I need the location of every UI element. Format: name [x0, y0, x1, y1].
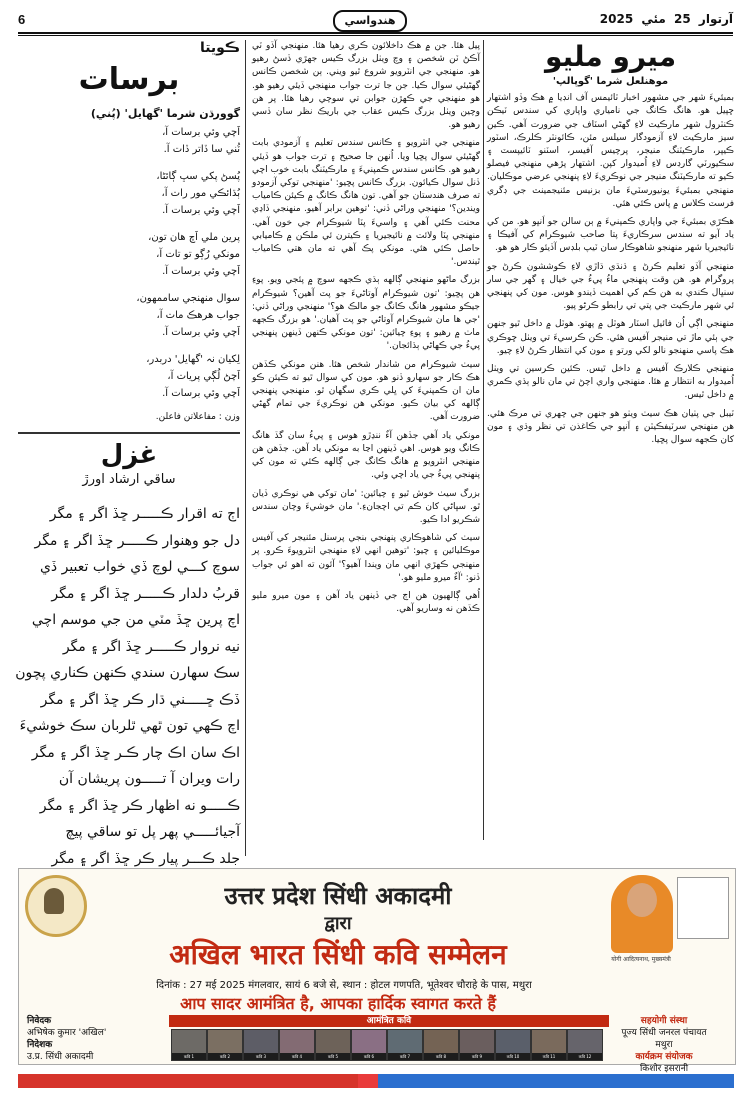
- issue-date-number: 25: [674, 12, 691, 26]
- poem-line: اَچڻ لُڳي پريات آ،: [167, 371, 240, 382]
- poem-meter: وزن : مفاعلاتن فاعلن.: [155, 412, 240, 422]
- poem-stanza: [18, 168, 240, 219]
- ad-welcome-text: आप सादर आमंत्रित है, आपका हार्दिक स्वागत करते हैं: [180, 994, 496, 1013]
- ghazal-line: ڪـــــو نه اظهار ڪر ڇڏ اگر ۽ مگر: [39, 797, 240, 814]
- poet-name: कवि 3: [244, 1053, 278, 1060]
- director-label: निदेशक: [27, 1040, 53, 1050]
- poem-line: سوال منهنجي ساممهون،: [136, 293, 240, 304]
- poetry-column: [15, 40, 240, 867]
- ghazal-line: نيه نروار ڪـــــر ڇڏ اگر ۽ مگر: [62, 638, 240, 655]
- article-paragraph: مونکي ياد آهي جڏهن آءٌ ننڍڙو هوس ۽ پيءُ سان گڏ هانگ ڪانگ ويو هوس. اهي ڏينهن اڃا به مونکي ياد آهن. جڏهن هن منهنجي انٽرويو ۾ هانگ ڪانگ جي ڳالهه ڪئي ته مون کي پنهنجي پيءُ جي ياد اچي وئي.: [252, 430, 480, 481]
- coordinator-role: कार्यक्रम संयोजक: [635, 1052, 693, 1062]
- article-paragraph: منهنجي اڳي اُن فائيل اسٽار هوٽل ۾ پهتو. هوٽل ۾ داخل ٿيو جنهن جي ٻئي ماڙ تي منيجر آفيس هئي. ڪن ڪرسيءَ تي ويٺل ڇوڪري هڪ پاسي منهنجو نالو لکي ورتو ۽ مون کي انتظار ڪرڻ لاءِ چيو.: [487, 319, 734, 356]
- poem-stanza: [18, 229, 240, 280]
- issue-date: [596, 12, 733, 26]
- invited-poets-band: आमंत्रित कवि: [169, 1015, 609, 1027]
- ghazal-line: آجيائـــــي پهر پل تو ساقي پيچ: [65, 824, 240, 840]
- poem-line: اَچي وئي برسات آ.: [162, 205, 240, 216]
- support-org-name: पूज्य सिंधी जनरल पंचायत: [621, 1028, 707, 1038]
- presenter-name: अभिषेक कुमार 'अखिल': [27, 1028, 107, 1038]
- poem-line: پرين ملي اَچ هان تون،: [148, 232, 240, 243]
- chief-minister-photo: [611, 875, 673, 953]
- article-paragraph: بزرگ ماڻهو منهنجي ڳالهه ٻڌي ڪجهه سوچ ۾ پئجي ويو. پوءِ هن پڇيو: 'تون شيوڪرام آوتاڻيءَ جو پٽ آهين؟ شيوڪرام جيڪو مشهور هانگ ڪانگ جو مالڪ هو؟' منهنجي وراڻي ڏني: 'جي ها مان شيوڪرام آوتاڻي جو پٽ آهيان.' هو بزرگ ڪجهه ماٺ ۾ رهيو ۽ پوءِ چيائين: 'تون مونکي ڪنهن ڏينهن پنهنجي پيءُ جي ڪهاڻي ٻڌائجان.': [252, 275, 480, 352]
- ghazal-line: ڏڪ ڇـــــني ڌار ڪر ڇڏ اگر ۽ مگر: [40, 691, 240, 708]
- article-story: [487, 40, 734, 838]
- poem-line: لِکيان نہ 'گهايل' دربدر،: [146, 354, 240, 365]
- ghazal-line: رات ويران آ تـــــون پريشان آن: [58, 771, 240, 787]
- poet-photo: [387, 1029, 423, 1061]
- support-org-city: मथुरा: [655, 1040, 673, 1050]
- ghazal-line: اڄ ته اقرار ڪـــــر ڇڏ اگر ۽ مگر: [49, 506, 240, 522]
- poem-line: جواب هرهڪ مات آ،: [156, 310, 240, 321]
- supporting-org-logo-icon: [677, 877, 729, 939]
- poet-name: कवि 1: [172, 1053, 206, 1060]
- poet-photo: [207, 1029, 243, 1061]
- poet-name: कवि 7: [388, 1053, 422, 1060]
- poet-photo: [315, 1029, 351, 1061]
- poem-line: پُسڻ پکي سڀ ڳائڻا،: [156, 171, 240, 182]
- poet-photo: [459, 1029, 495, 1061]
- poet-photo: [351, 1029, 387, 1061]
- poet-name: कवि 9: [460, 1053, 494, 1060]
- issue-year: 2025: [599, 12, 634, 26]
- ghazal-line: اڪ سان اڪ چار ڪـر ڇڏ اگر ۽ مگر: [31, 744, 240, 761]
- masthead-rule-thin: [18, 35, 733, 36]
- page-number: 6: [18, 12, 26, 27]
- poem-line: اَچي وئي برسات آ.: [162, 327, 240, 338]
- masthead-rule: [18, 32, 733, 34]
- article-paragraph: اُهي ڳالهيون هن اڄ جي ڏينهن ياد آهن ۽ مون ميرو مليو ڪڏهن نه وساريو آهي.: [252, 590, 480, 615]
- article-paragraph: منهنجي ڪلارڪ آفيس ۾ داخل ٿيس. ڪئين ڪرسين تي ويٺل اُميدوار به انتظار ۾ هئا. منهنجي واري اچڻ تي مان نالو ٻڌي ڪمري ۾ داخل ٿيس.: [487, 364, 734, 401]
- article-title: ميرو مليو: [544, 40, 677, 73]
- footer-color-bar: [18, 1074, 734, 1088]
- poet-name: कवि 8: [424, 1053, 458, 1060]
- poem-author: گوورڌن شرما 'گهايل' (پُني): [90, 107, 240, 120]
- footer-bar-red: [18, 1074, 358, 1088]
- poet-photo: [567, 1029, 603, 1061]
- director-org: उ.प्र. सिंधी अकादमी: [27, 1052, 94, 1062]
- support-org-label: सहयोगी संस्था: [640, 1016, 688, 1026]
- poem-line: اَچي وئي برسات آ.: [162, 266, 240, 277]
- poet-photo: [171, 1029, 207, 1061]
- poet-photo: [243, 1029, 279, 1061]
- academy-emblem-icon: [25, 875, 87, 937]
- poet-name: कवि 5: [316, 1053, 350, 1060]
- article-paragraph: منهنجي جي انٽرويو ۽ ڪانس سندس تعليم ۽ آزمودي بابت گهڻيئي سوال پڇيا ويا. اُنهن جا صحيح ۽ ترت جواب هو ڏيئي رهيو هو. ڪانس سندس ڪمپنيءَ ۽ مارڪيٽنگ بابت خوب اچي ڏنل سوال ڪيائون. بزرگ ڪانس پڇيو: 'منهنجي توکي آزمودو ته صرف هندستان جو آهي. تون هانگ ڪانگ ۾ ڪيئن ڪامياب ويندين؟' منهنجي وراڻي ڏني: 'توهين برابر آهيو. منهنجي ڏاڍي محنت ڪئي آهي ۽ واسيءَ پٽا شيوڪرام جي خون آهي. منهنجي پٽا ولائت ۾ نائيجيريا ۽ ڪيترن ئي ملڪن ۾ ڪاميابي حاصل ڪئي هئي. مونکي پڪ آهي ته مان هتي ڪامياب ٿيندس.': [252, 138, 480, 268]
- poem-line: اَچي وئي برسات آ.: [162, 388, 240, 399]
- poem-line: اَچي وئي برسات آ،: [162, 127, 240, 138]
- ghazal-author: ساقي ارشاد اورڙ: [82, 472, 176, 487]
- article-byline: موهنلعل شرما 'گوپالپ': [552, 76, 669, 87]
- presenter-label: निवेदक: [27, 1016, 52, 1026]
- coordinator-name: किशोर इसरानी: [639, 1064, 689, 1074]
- article-paragraph: ٽيبل جي پٺيان هڪ سيٺ ويٺو هو جنهن جي چهري تي مرڪ هئي. هن منهنجي سرٽيفڪيٽن ۽ اَنڀو جي ڪاغذن تي نظر وڌي ۽ مون کان ڪجهه سوال پڇيا.: [487, 408, 734, 446]
- poem-line: مونکي رُڳو تو تات آ،: [156, 249, 240, 260]
- article-paragraph: بمبئيءَ شهر جي مشهور اخبار ٽائيمس آف انڊيا ۾ هڪ وڏو اشتهار ڇپيل هو. هانگ ڪانگ جي نامياري واپاري کي سندس ٽيڪن ڪنٽرول شهر مارڪيٽ لاءِ گهڻي اسٽاف جي ضرورت آهي. ڪين سيز مارڪيٽ لاءِ آزمودگار سيلس مئن، ڪائونٽر ڪلرڪ، اسٽور ڪيپر، مارڪيٽنگ منيجر، پرچيس آفيسر، اسٽنو ٽائيپسٽ ۽ سڪيورٽي گارڊس لاءِ اُميدوار کپن. اشتهار پڙهي منهنجي فيصلو ڪيو ته مارڪيٽنگ منيجر جي نوڪريءَ لاءِ پنهنجي عرضي موڪليان. منهنجي بمبئيءَ يونيورسٽيءَ مان بزنيس مئنيجمينٽ جي ڊگري فرسٽ ڪلاس ۾ پاس ڪئي هئي.: [487, 93, 734, 209]
- article-paragraph: منهنجي آڏو تعليم ڪرڻ ۽ ڌنڌي ڌاڙي لاءِ ڪوششون ڪرڻ جو پروگرام هو. هن وقت پنهنجي ماءُ پيءُ جي خيال ۽ گهر جي سار سنڀال ڪندي به هن ڪم کي اهميت ڏيندو هوس. مون کي پنهنجي ئي شهر مارڪيٽ جي پتي تي رابطو ڪرڻو پيو.: [487, 261, 734, 312]
- poem-section-label: ڪويتا: [199, 40, 240, 56]
- article-paragraph: پيل هئا. جن ۾ هڪ داخلائون ڪري رهيا هئا. منهنجي آڏو ٽي آڪڻ ٽن شخصن ۽ وچ ويٺل بزرگ ڪيس جهڙي ڏسڻ رهيو هو. منهنجي جي انٽرويو شروع ٿيو ويني. ٻن شخصن ڪانس گهڻيئي سوال ڪيا. جن جا ترت جواب منهنجي ڏيئي رهيو هو. هو منهنجي جي ڪهڙن جوابن تي سوچي رهيا هئا. پر هن وچين ويٺل بزرگ ڪيس عقاب جي باريڪ نظر سان ڏسي رهيو هو.: [252, 41, 480, 131]
- article-continuation: [252, 40, 480, 780]
- advertisement: [18, 868, 736, 1074]
- poet-name: कवि 2: [208, 1053, 242, 1060]
- poem-line: ٻُڌائڪي مور رات آ،: [161, 188, 240, 199]
- article-paragraph: هڪڙي بمبئيءَ جي واپاري ڪمپنيءَ ۾ ٻن سالن جو اَنڀو هو. من کي ياد آيو ته سندس سرڪاريءَ پتا صاحب شيوڪرام کي آفيڪا ۽ نائيجيريا شهر منهنجو شاهوڪار سان ٽيپ بلڊس آڏيئو ڪار هو هو.: [487, 217, 734, 254]
- column-divider: [483, 40, 484, 840]
- issue-month: مئي: [641, 12, 666, 26]
- ghazal-line: دل جو وهنوار ڪـــــر ڇڏ اگر ۽ مگر: [34, 532, 240, 549]
- ad-event-details: दिनांक : 27 मई 2025 मंगलवार, सायं 6 बजे से, स्थान : होटल गणपति, भूतेश्वर चौराहे के पास, मथुरा: [156, 980, 532, 991]
- ghazal-line: جلد ڪـــر پيار ڪر ڇڏ اگر ۽ مگر: [51, 850, 240, 867]
- article-paragraph: بزرگ سيٺ خوش ٿيو ۽ چيائين: 'مان توکي هي نوڪري ڏيان ٿو. سڀاڻي کان ڪم تي اچجانءِ.' مان خوشيءَ وچان سندس شڪريو ادا ڪيو.: [252, 488, 480, 525]
- poem-stanza: [18, 290, 240, 341]
- poet-photo: [495, 1029, 531, 1061]
- section-divider: [18, 432, 240, 434]
- poet-name: कवि 10: [496, 1053, 530, 1060]
- chief-minister-caption: योगी आदित्यनाथ, मुख्यमंत्री: [611, 956, 671, 963]
- poem-title: برسات: [78, 62, 180, 97]
- masthead: [18, 10, 733, 34]
- poet-name: कवि 4: [280, 1053, 314, 1060]
- ad-presenters: [27, 1015, 163, 1063]
- ghazal-line: اچ پرين ڇڏ مٽي من جي موسم اچي: [31, 612, 240, 628]
- poet-photo: [279, 1029, 315, 1061]
- poet-photo: [423, 1029, 459, 1061]
- article-paragraph: سيٺ کي شاهوڪاري پنهنجي بنجي پرسنل مئنيجر کي آفيس موڪليائين ۽ چيو: 'توهين انهي لاءِ منهنجي انٽرويوءَ ڪرو. پر منهنجي ڪهڙي انهي مان ويندا آهيو؟' آئون ته اهو ئي جواب ڏنو: 'آءٌ ميرو مليو هو.': [252, 533, 480, 583]
- poet-name: कवि 6: [352, 1053, 386, 1060]
- ghazal-line: سڪ سهارن سندي ڪنهن ڪناري پچون: [15, 665, 240, 681]
- poet-photo-strip: [169, 1027, 609, 1063]
- ad-by-label: द्वारा: [324, 913, 352, 934]
- ghazal-title: غزل: [100, 440, 158, 470]
- ghazal-line: سوچ کـــي لوچ ڏي خواب تعبير ڏي: [39, 559, 240, 575]
- poet-name: कवि 12: [568, 1053, 602, 1060]
- ghazal-line: اچ ڪهي تون ٿهي ٿلربان سڪ خوشيءَ: [19, 718, 240, 734]
- poet-photo: [531, 1029, 567, 1061]
- poem-stanza: [18, 124, 240, 158]
- newspaper-logo: هندواسي: [333, 10, 407, 32]
- ghazal-line: قربُ دلدار ڪـــــر ڇڏ اگر ۽ مگر: [51, 585, 240, 602]
- ad-event-title: अखिल भारत सिंधी कवि सम्मेलन: [169, 938, 507, 971]
- ad-coordinator: [601, 1015, 727, 1075]
- poet-name: कवि 11: [532, 1053, 566, 1060]
- issue-day: آرتوار: [698, 12, 733, 26]
- article-paragraph: سيٺ شيوڪرام من شاندار شخص هئا. هنن مونکي ڪڏهن هڪ ڪار جو سهارو ڏنو هو. مون کي سوال ٿيو ته ڪيئن ڪو مان ان ڪمپنيءَ کي ڀلي ڪري سگهان ٿو. منهنجي پنهنجي ڳالهه کي بيان ڪيو. مونکي هن نوڪريءَ جي تمام گهڻي ضرورت آهي.: [252, 359, 480, 423]
- footer-bar-blue: [378, 1074, 734, 1088]
- poem-line: ٽُني سا ڏاتر ڏات آ.: [163, 144, 240, 155]
- ad-organizer: उत्तर प्रदेश सिंधी अकादमी: [224, 882, 452, 910]
- poem-stanza: [18, 351, 240, 402]
- column-divider: [245, 40, 246, 856]
